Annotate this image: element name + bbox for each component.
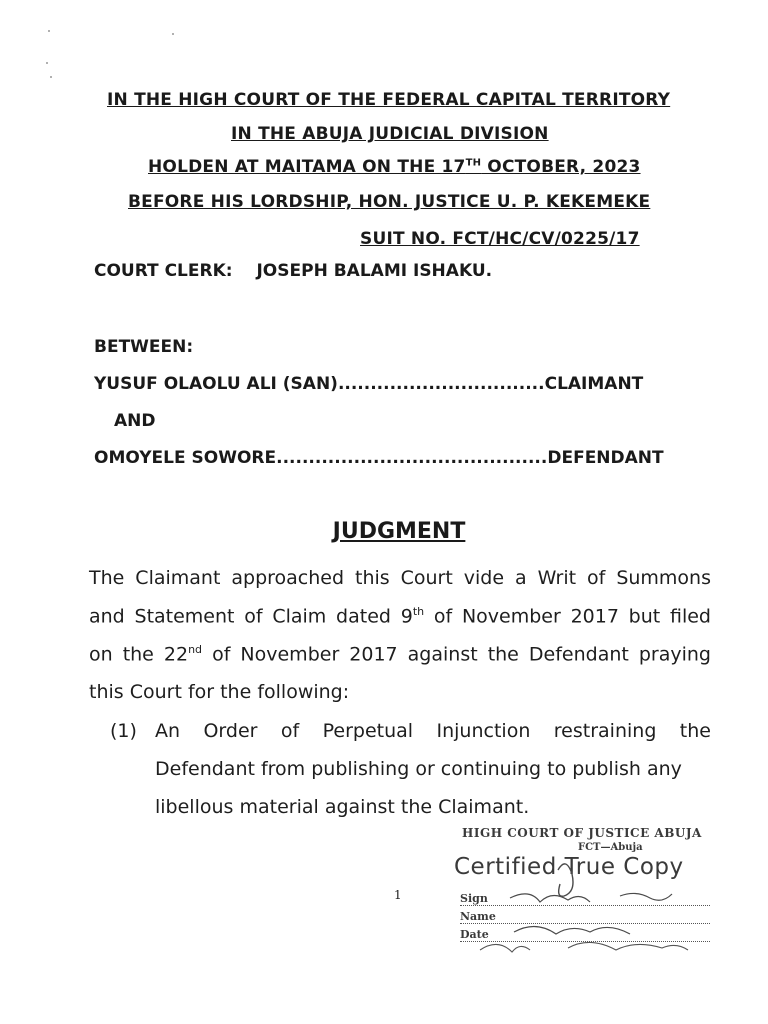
list-item-line-1: An Order of Perpetual Injunction restraining the	[155, 720, 711, 742]
scan-speck	[50, 76, 52, 78]
suit-number: SUIT NO. FCT/HC/CV/0225/17	[360, 229, 640, 249]
handwritten-signature-icon	[440, 818, 740, 968]
court-clerk	[94, 261, 492, 281]
defendant-line: OMOYELE SOWORE..........................................DEFENDANT	[94, 448, 664, 468]
body-line-3: on the 22nd of November 2017 against the Defendant praying	[89, 643, 711, 666]
between-label: BETWEEN:	[94, 337, 194, 357]
claimant-name: YUSUF OLAOLU ALI (SAN)	[94, 374, 338, 394]
holden-heading: HOLDEN AT MAITAMA ON THE 17TH OCTOBER, 2023	[148, 157, 641, 177]
defendant-role: DEFENDANT	[547, 448, 664, 468]
scan-speck	[48, 30, 50, 32]
court-clerk-name: JOSEPH BALAMI ISHAKU.	[256, 261, 493, 281]
list-item-line-3: libellous material against the Claimant.	[155, 796, 530, 818]
stamp-name-row: Name	[460, 910, 710, 924]
scan-speck	[46, 62, 48, 64]
judgment-title: JUDGMENT	[332, 519, 466, 544]
court-heading: IN THE HIGH COURT OF THE FEDERAL CAPITAL TERRITORY	[107, 90, 671, 110]
list-item-line-2: Defendant from publishing or continuing to publish any	[155, 758, 682, 780]
defendant-name: OMOYELE SOWORE	[94, 448, 277, 468]
list-item-number: (1)	[110, 720, 137, 742]
scan-speck	[172, 33, 174, 35]
division-heading: IN THE ABUJA JUDICIAL DIVISION	[231, 124, 549, 144]
court-clerk-label: COURT CLERK:	[94, 261, 233, 281]
claimant-role: CLAIMANT	[544, 374, 644, 394]
certified-true-copy-stamp	[440, 818, 740, 968]
body-line-1: The Claimant approached this Court vide a Writ of Summons	[89, 567, 711, 589]
stamp-date-row: Date	[460, 928, 710, 942]
body-line-2: and Statement of Claim dated 9th of November 2017 but filed	[89, 605, 711, 628]
claimant-line: YUSUF OLAOLU ALI (SAN)................................CLAIMANT	[94, 374, 644, 394]
and-label: AND	[114, 411, 156, 431]
page-number: 1	[394, 888, 402, 902]
stamp-certified-text: Certified True Copy	[454, 854, 684, 880]
stamp-court-name: HIGH COURT OF JUSTICE ABUJA	[462, 826, 702, 840]
judge-heading: BEFORE HIS LORDSHIP, HON. JUSTICE U. P. KEKEMEKE	[128, 192, 651, 212]
body-line-4: this Court for the following:	[89, 681, 350, 703]
stamp-sign-row: Sign	[460, 892, 710, 906]
stamp-location: FCT—Abuja	[578, 842, 643, 853]
